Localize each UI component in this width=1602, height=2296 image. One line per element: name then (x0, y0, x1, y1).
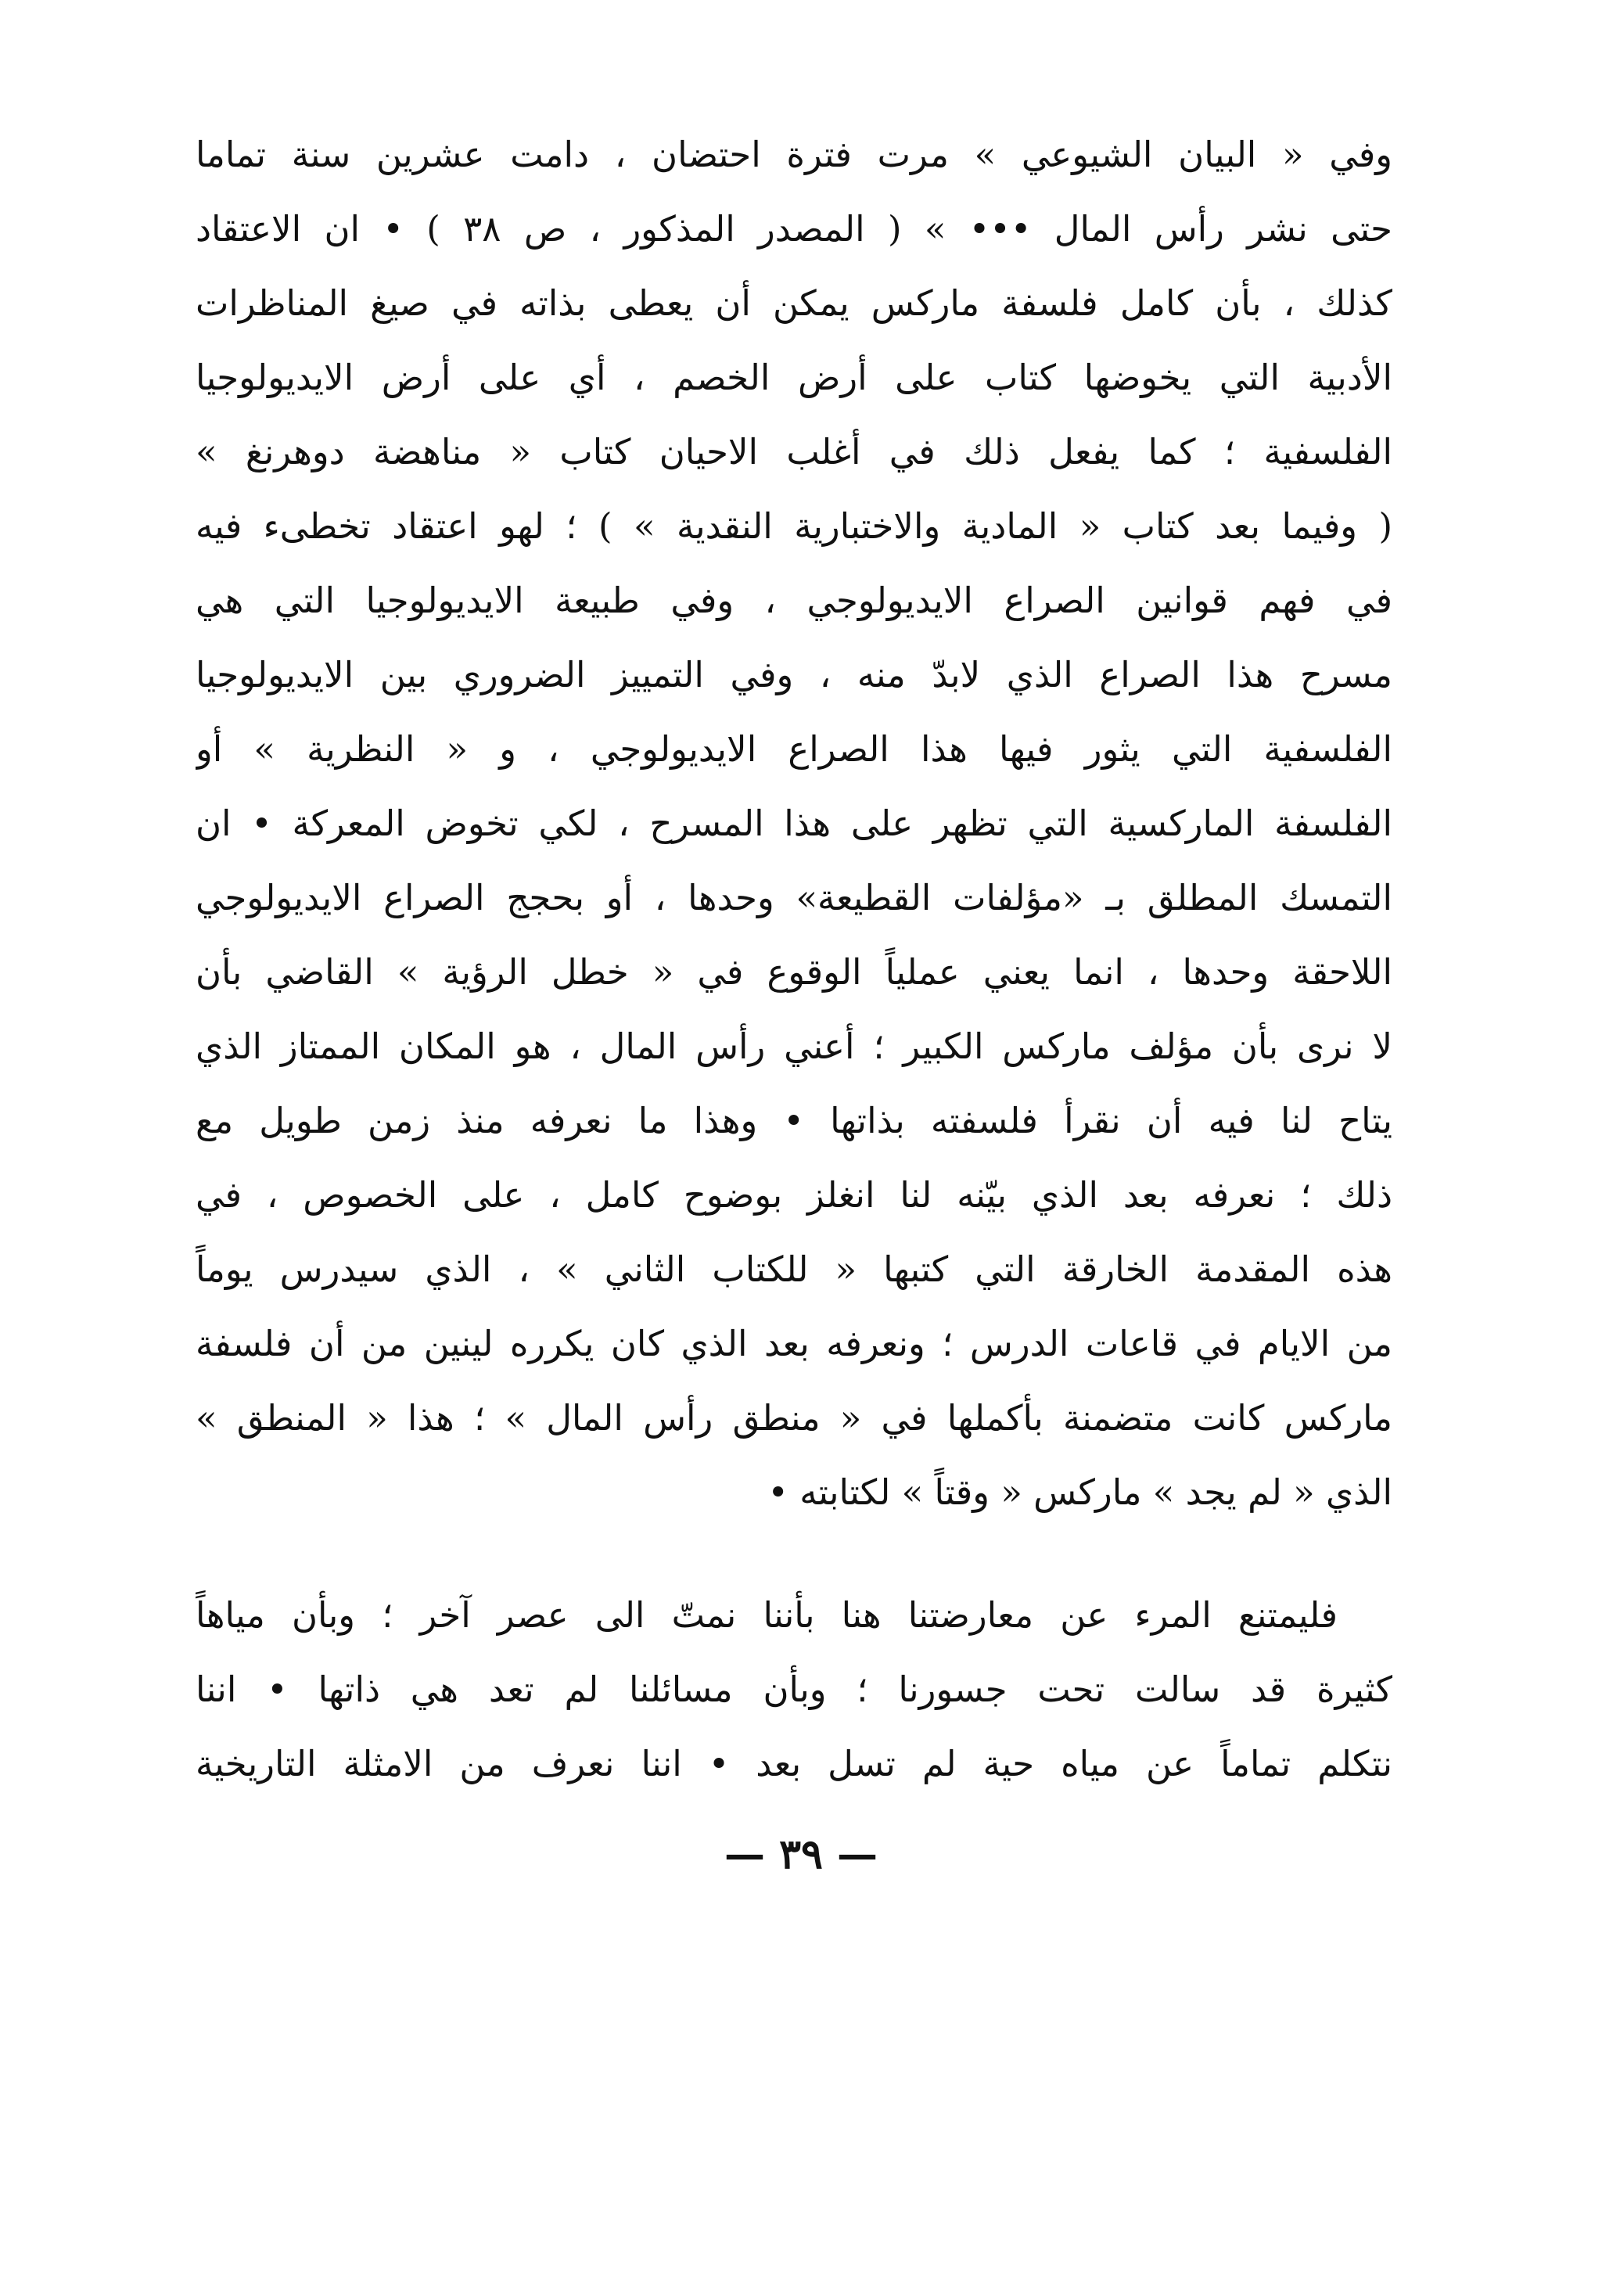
body-text (196, 117, 1392, 1801)
paragraph-1 (196, 117, 1392, 1529)
text-line: حتى نشر رأس المال ••• » ( المصدر المذكور ، ص ٣٨ ) • ان الاعتقاد (196, 208, 1392, 250)
text-line: ( وفيما بعد كتاب « المادية والاختبارية النقدية » ) ؛ لهو اعتقاد تخطىء فيه (196, 505, 1392, 547)
text-line: هذه المقدمة الخارقة التي كتبها « للكتاب الثاني » ، الذي سيدرس يوماً (196, 1249, 1392, 1290)
text-line: التمسك المطلق بـ «مؤلفات القطيعة» وحدها ، أو بحجج الصراع الايديولوجي (196, 877, 1392, 918)
paragraph-2 (196, 1578, 1392, 1801)
text-line: نتكلم تماماً عن مياه حية لم تسل بعد • اننا نعرف من الامثلة التاريخية (196, 1743, 1392, 1784)
page-number: — ٣٩ — (724, 1831, 878, 1878)
text-line: الفلسفية التي يثور فيها هذا الصراع الايديولوجي ، و « النظرية » أو (196, 728, 1392, 770)
text-line: الفلسفية ؛ كما يفعل ذلك في أغلب الاحيان كتاب « مناهضة دوهرنغ » (196, 431, 1392, 472)
text-line: ماركس كانت متضمنة بأكملها في « منطق رأس المال » ؛ هذا « المنطق » (196, 1397, 1392, 1439)
text-line: اللاحقة وحدها ، انما يعني عملياً الوقوع في « خطل الرؤية » القاضي بأن (196, 951, 1392, 993)
text-line: وفي « البيان الشيوعي » مرت فترة احتضان ، دامت عشرين سنة تماما (196, 134, 1392, 175)
text-line: كثيرة قد سالت تحت جسورنا ؛ وبأن مسائلنا لم تعد هي ذاتها • اننا (196, 1669, 1392, 1710)
text-line: مسرح هذا الصراع الذي لابدّ منه ، وفي التمييز الضروري بين الايديولوجيا (196, 654, 1392, 695)
text-line: لا نرى بأن مؤلف ماركس الكبير ؛ أعني رأس المال ، هو المكان الممتاز الذي (196, 1026, 1392, 1067)
text-line: ذلك ؛ نعرفه بعد الذي بيّنه لنا انغلز بوضوح كامل ، على الخصوص ، في (196, 1174, 1392, 1216)
text-line: يتاح لنا فيه أن نقرأ فلسفته بذاتها • وهذا ما نعرفه منذ زمن طويل مع (196, 1100, 1392, 1141)
text-line: في فهم قوانين الصراع الايديولوجي ، وفي طبيعة الايديولوجيا التي هي (196, 580, 1392, 621)
paragraph-spacer (196, 1529, 1392, 1578)
text-line: الذي « لم يجد » ماركس « وقتاً » لكتابته • (767, 1471, 1392, 1513)
text-line: كذلك ، بأن كامل فلسفة ماركس يمكن أن يعطى بذاته في صيغ المناظرات (196, 282, 1392, 324)
text-line: فليمتنع المرء عن معارضتنا هنا بأننا نمتّ الى عصر آخر ؛ وبأن مياهاً (196, 1594, 1338, 1636)
text-line: الأدبية التي يخوضها كتاب على أرض الخصم ، أي على أرض الايديولوجيا (196, 357, 1392, 398)
text-line: من الايام في قاعات الدرس ؛ ونعرفه بعد الذي كان يكرره لينين من أن فلسفة (196, 1323, 1392, 1364)
text-line: الفلسفة الماركسية التي تظهر على هذا المسرح ، لكي تخوض المعركة • ان (196, 803, 1392, 844)
